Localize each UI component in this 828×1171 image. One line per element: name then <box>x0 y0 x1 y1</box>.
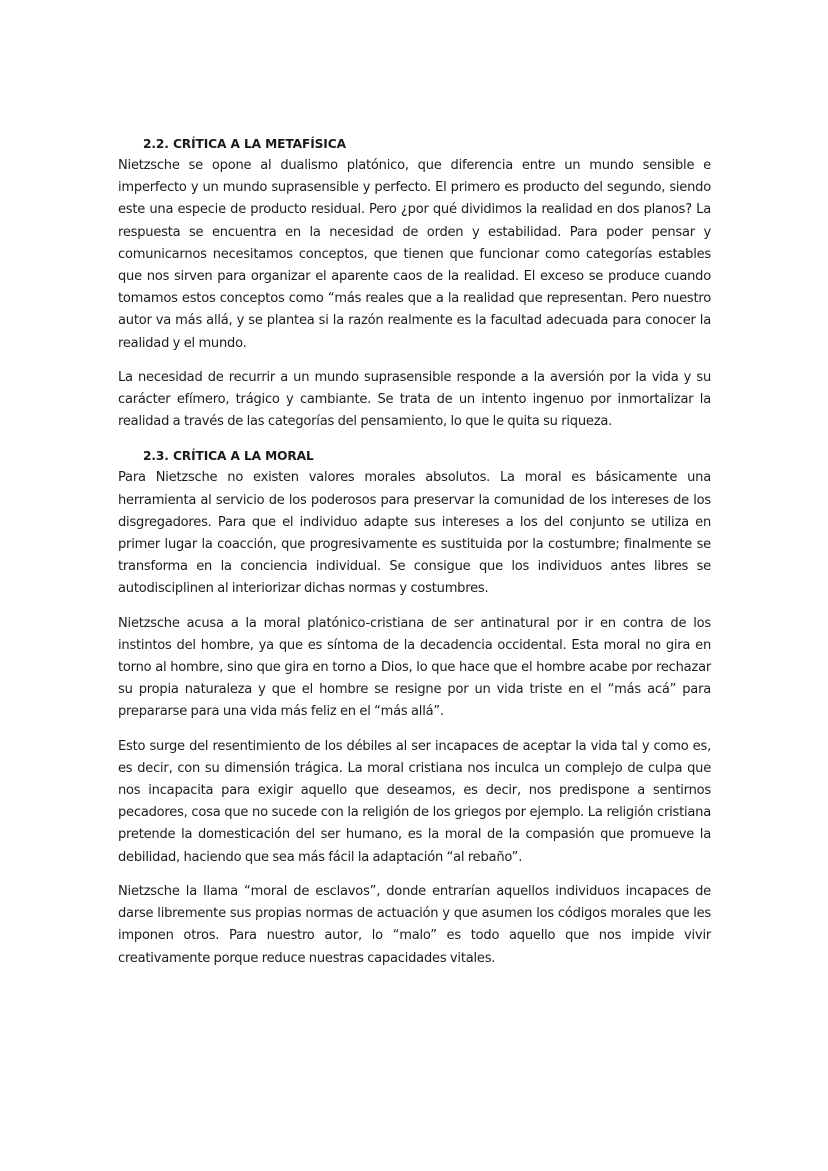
paragraph: Esto surge del resentimiento de los débiles al ser incapaces de aceptar la vida tal y como es, es decir, con su dimensión trágica. La moral cristiana nos inculca un complejo de culpa que nos incapacita para exigir aquello que deseamos, es decir, nos predispone a sentirnos pecadores, cosa que no sucede con la religión de los griegos por ejemplo. La religión cristiana pretende la domesticación del ser humano, es la moral de la compasión que promueve la debilidad, haciendo que sea más fácil la adaptación “al rebaño”. <box>118 738 711 865</box>
paragraph: La necesidad de recurrir a un mundo suprasensible responde a la aversión por la vida y su carácter efímero, trágico y cambiante. Se trata de un intento ingenuo por inmortalizar la realidad a través de las categorías del pensamiento, lo que le quita su riqueza. <box>118 369 711 430</box>
document-body <box>118 133 711 982</box>
paragraph: Nietzsche se opone al dualismo platónico, que diferencia entre un mundo sensible e imperfecto y un mundo suprasensible y perfecto. El primero es producto del segundo, siendo este una especie de producto residual. Pero ¿por qué dividimos la realidad en dos planos? La respuesta se encuentra en la necesidad de orden y estabilidad. Para poder pensar y comunicarnos necesitamos conceptos, que tienen que funcionar como categorías estables que nos sirven para organizar el aparente caos de la realidad. El exceso se produce cuando tomamos estos conceptos como “más reales que a la realidad que representan. Pero nuestro autor va más allá, y se plantea si la razón realmente es la facultad adecuada para conocer la realidad y el mundo. <box>118 158 711 351</box>
paragraph: Para Nietzsche no existen valores morales absolutos. La moral es básicamente una herramienta al servicio de los poderosos para preservar la comunidad de los intereses de los disgregadores. Para que el individuo adapte sus intereses a los del conjunto se utiliza en primer lugar la coacción, que progresivamente es sustituida por la costumbre; finalmente se transforma en la conciencia individual. Se consigue que los individuos antes libres se autodisciplinen al interiorizar dichas normas y costumbres. <box>118 470 711 597</box>
section-heading-metafisica: 2.2. CRÍTICA A LA METAFÍSICA <box>143 137 346 151</box>
paragraph: Nietzsche la llama “moral de esclavos”, donde entrarían aquellos individuos incapaces de darse libremente sus propias normas de actuación y que asumen los códigos morales que les imponen otros. Para nuestro autor, lo “malo” es todo aquello que nos impide vivir creativamente porque reduce nuestras capacidades vitales. <box>118 883 711 966</box>
section-heading-moral: 2.3. CRÍTICA A LA MORAL <box>143 449 314 464</box>
paragraph: Nietzsche acusa a la moral platónico-cristiana de ser antinatural por ir en contra de los instintos del hombre, ya que es síntoma de la decadencia occidental. Esta moral no gira en torno al hombre, sino que gira en torno a Dios, lo que hace que el hombre acabe por rechazar su propia naturaleza y que el hombre se resigne por un vida triste en el “más acá” para prepararse para una vida más feliz en el “más allá”. <box>118 615 711 720</box>
